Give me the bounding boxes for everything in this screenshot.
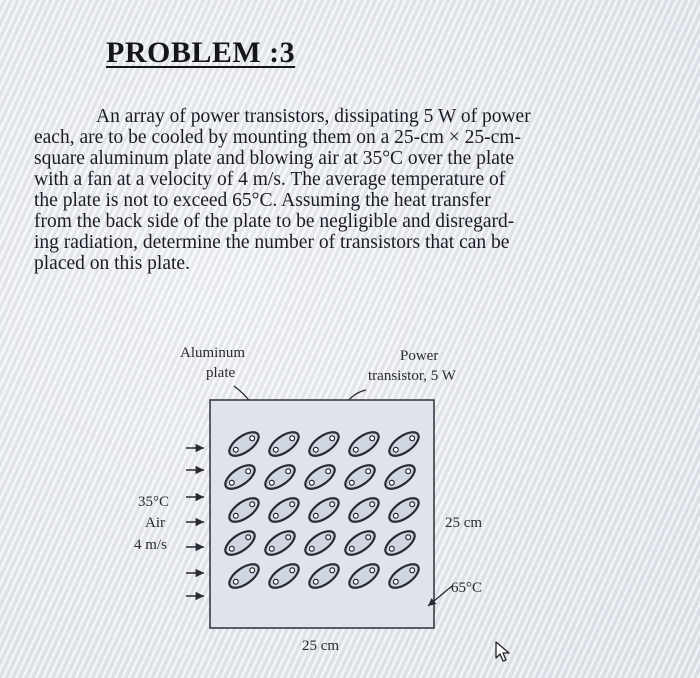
problem-line: from the back side of the plate to be negligible and disregard- <box>34 211 515 232</box>
air-flow-arrows <box>186 448 204 596</box>
power-label: Power <box>400 348 439 364</box>
page-title: PROBLEM :3 <box>106 36 296 69</box>
aluminum-label-2: plate <box>206 365 236 381</box>
problem-line: with a fan at a velocity of 4 m/s. The average temperature of <box>34 169 506 190</box>
plate-temperature: 65°C <box>451 580 483 596</box>
air-label: Air <box>145 515 165 531</box>
bottom-dimension: 25 cm <box>302 638 340 654</box>
problem-line: An array of power transistors, dissipating 5 W of power <box>96 106 531 127</box>
problem-line: placed on this plate. <box>34 253 190 274</box>
air-temperature: 35°C <box>138 494 170 510</box>
aluminum-label: Aluminum <box>180 345 246 361</box>
side-dimension: 25 cm <box>445 515 483 531</box>
problem-line: the plate is not to exceed 65°C. Assuming the heat transfer <box>34 190 491 211</box>
problem-line: each, are to be cooled by mounting them on a 25-cm × 25-cm- <box>34 127 521 148</box>
power-label-2: transistor, 5 W <box>368 368 456 384</box>
problem-line: square aluminum plate and blowing air at 35°C over the plate <box>34 148 514 169</box>
air-velocity: 4 m/s <box>134 537 167 553</box>
mouse-pointer-icon <box>494 640 512 664</box>
problem-line: ing radiation, determine the number of transistors that can be <box>34 232 510 253</box>
